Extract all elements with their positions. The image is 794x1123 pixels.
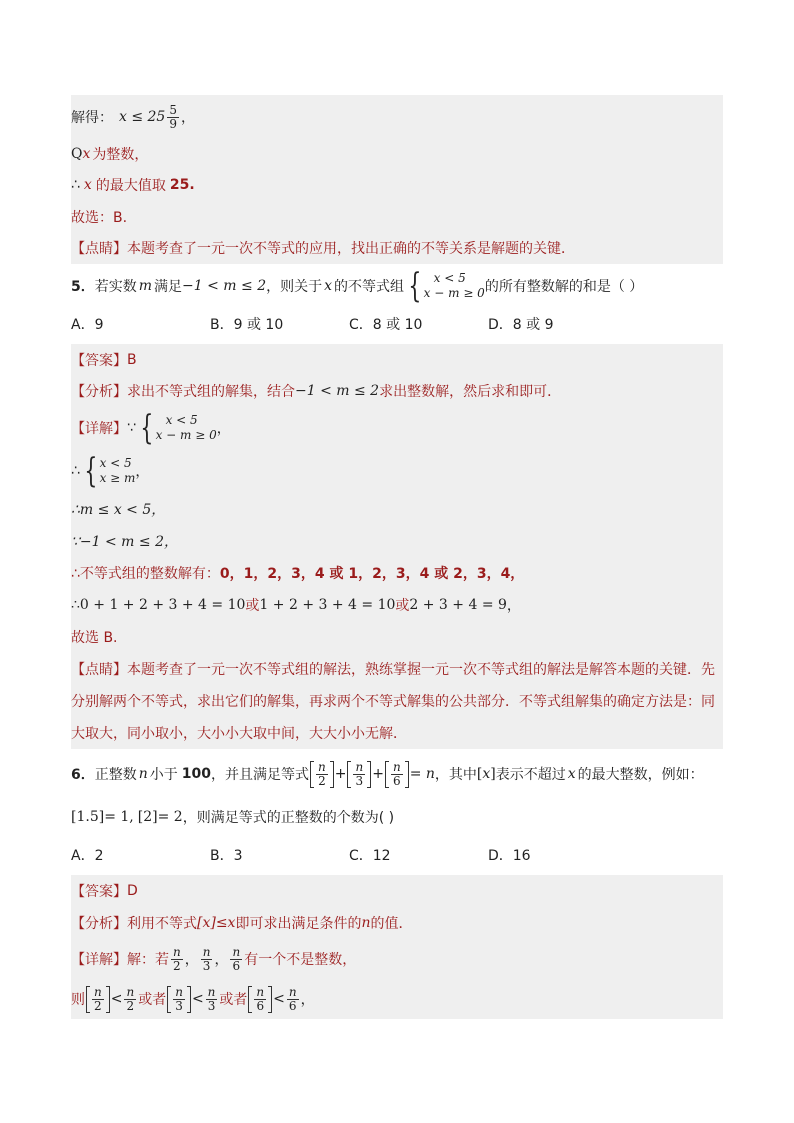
fenxi-line-6: 【分析】 利用不等式 [x]≤x 即可求出满足条件的 n 的值．: [71, 914, 413, 932]
last-line-6: 则 $\frac{n}{2}$ < $\frac{n}{2}$ 或者 $\frac{n}{3}$ < $\frac{n}{3}$ 或者 $\frac{n}{6}$ < $\frac{n}{6}$ ，: [71, 984, 315, 1013]
step-3-line: ∴m ≤ x < 5，: [71, 502, 166, 518]
guxuan-line-5: 故选 B.: [71, 630, 118, 646]
jiede-fraction: $\frac{5}{9}$: [169, 102, 177, 131]
therefore-line: ∴ x 的最大值取 25 .: [71, 177, 195, 194]
solution-block-6: [71, 875, 723, 1019]
dianjing-line-4: 【点睛】 本题考查了一元一次不等式的应用，找出正确的不等关系是解题的关键．: [71, 232, 723, 264]
jiede-label: 解得：: [71, 110, 113, 126]
guxuan-line-4: 故选：B.: [71, 209, 128, 226]
answer-line-6: 【答案】 D: [71, 882, 138, 900]
solution-block-4: [71, 95, 723, 264]
step-2-line: ∴ { x < 5 x ≥ m ，: [71, 451, 150, 491]
step-6-line: ∴0 + 1 + 2 + 3 + 4 = 10 或 1 + 2 + 3 + 4 = 10 或 2 + 3 + 4 = 9 ，: [71, 597, 521, 614]
because-line: Q x 为整数，: [71, 146, 149, 163]
option-a: A．9: [71, 316, 104, 333]
option-b: B．9 或 10: [210, 316, 284, 333]
question-6-options: [71, 835, 723, 875]
question-6-stem: 6． 正整数 n 小于 100 ，并且满足等式 $\frac{n}{2}$ + $\frac{n}{3}$ + $\frac{n}{6}$ = n ，其中 [x] 表示不超过 x 的最大整数，例如：: [71, 759, 704, 788]
fenxi-line-5: 【分析】 求出不等式组的解集，结合 −1 < m ≤ 2 求出整数解，然后求和即可．: [71, 383, 562, 400]
step-4-line: ∵−1 < m ≤ 2，: [71, 534, 178, 550]
jiede-line: 解得： x ≤ 25 $\frac{5}{9}$ ，: [71, 102, 195, 131]
dianjing-line-5a: 【点睛】 本题考查了一元一次不等式组的解法，熟练掌握一元一次不等式组的解法是解答本题的关键．先: [71, 662, 715, 678]
option-b: B．3: [210, 848, 243, 864]
dianjing-line-5c: 大取大，同小取小，大小小大取中间，大大小小无解．: [71, 726, 407, 742]
option-d: D．16: [488, 848, 531, 864]
option-a: A．2: [71, 848, 104, 864]
step-5-line: ∴不等式组的整数解有： 0，1，2，3，4 或 1，2，3，4 或 2，3，4，: [71, 566, 525, 582]
question-5-stem: 5． 若实数 m 满足 −1 < m ≤ 2 ，则关于 x 的不等式组 { x < 5 x − m ≥ 0 的所有整数解的和是（ ）: [71, 266, 644, 306]
option-d: D．8 或 9: [488, 316, 554, 333]
jiede-expr: x ≤ 25: [119, 109, 166, 125]
xiangjie-line-6: 【详解】 解：若 $\frac{n}{2}$ ， $\frac{n}{3}$ ， $\frac{n}{6}$ 有一个不是整数，: [71, 944, 357, 973]
solution-block-5: [71, 344, 723, 749]
inequality-system: { x < 5 x − m ≥ 0: [408, 266, 485, 306]
option-c: C．12: [349, 848, 391, 864]
because-symbol: Q: [71, 146, 83, 162]
option-c: C．8 或 10: [349, 316, 423, 333]
dianjing-tag: 【点睛】: [71, 241, 127, 257]
dianjing-line-5b: 分别解两个不等式，求出它们的解集，再求两个不等式解集的公共部分．不等式组解集的确定方法是：同: [71, 694, 715, 710]
question-6-examples: [1.5] = 1, [2] = 2 ，则满足等式的正整数的个数为( ): [71, 809, 395, 826]
answer-line-5: 【答案】 B: [71, 351, 137, 369]
question-5-options: [71, 308, 723, 339]
xiangjie-line-5: 【详解】 ∵ { x < 5 x − m ≥ 0 ，: [71, 408, 231, 448]
document-page: [71, 95, 723, 1019]
